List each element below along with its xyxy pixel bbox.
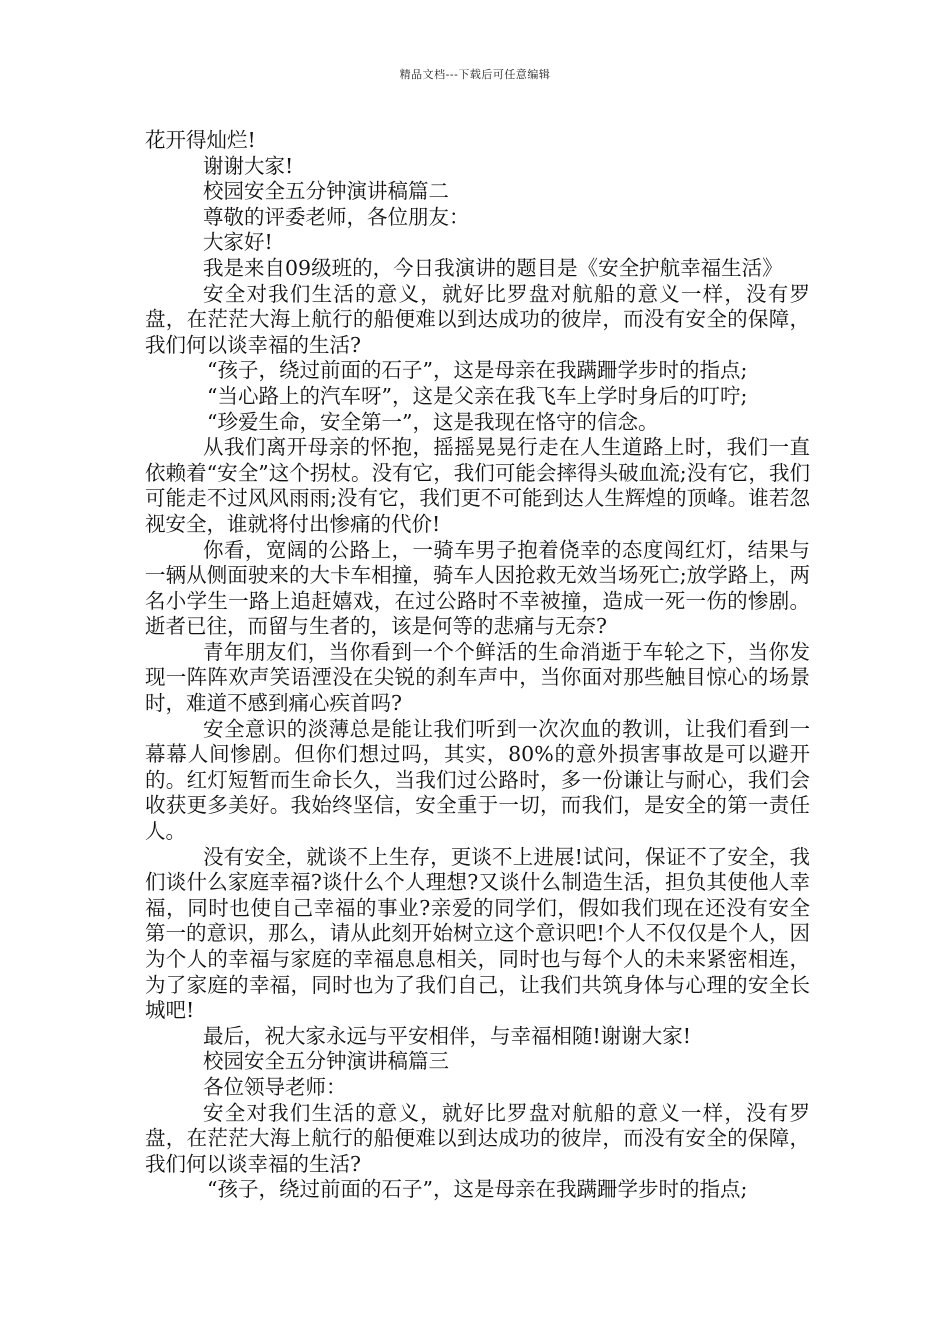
section-heading: 校园安全五分钟演讲稿篇三 [203, 1049, 449, 1074]
quote-line: “孩子，绕过前面的石子”，这是母亲在我蹒跚学步时的指点; [207, 1177, 748, 1202]
paragraph: 谢谢大家! [203, 153, 294, 178]
paragraph: 没有安全，就谈不上生存，更谈不上进展!试问，保证不了安全，我们谈什么家庭幸福?谈什么个人理想?又谈什么制造生活，担负其使他人幸福，同时也使自己幸福的事业?亲爱的同学们，假如我们现在还没有安全第一的意识，那么，请从此刻开始树立这个意识吧!个人不仅仅是个人，因为个人的幸福与家庭的幸福息息相关，同时也与每个人的未来紧密相连，为了家庭的幸福，同时也为了我们自己，让我们共筑身体与心理的安全长城吧! [145, 844, 810, 1023]
paragraph: 花开得灿烂! [145, 128, 256, 152]
paragraph: 安全对我们生活的意义，就好比罗盘对航船的意义一样，没有罗盘，在茫茫大海上航行的船便难以到达成功的彼岸，而没有安全的保障，我们何以谈幸福的生活? [145, 281, 810, 357]
paragraph: 青年朋友们，当你看到一个个鲜活的生命消逝于车轮之下，当你发现一阵阵欢声笑语湮没在尖锐的刹车声中，当你面对那些触目惊心的场景时，难道不感到痛心疾首吗? [145, 639, 810, 716]
quote-line: “珍爱生命，安全第一”，这是我现在恪守的信念。 [207, 409, 659, 434]
quote-line: “当心路上的汽车呀”，这是父亲在我飞车上学时身后的叮咛; [207, 383, 748, 408]
quote-line: “孩子，绕过前面的石子”，这是母亲在我蹒跚学步时的指点; [207, 358, 748, 383]
greeting: 大家好! [203, 230, 273, 255]
page-header: 精品文档---下载后可任意编辑 [399, 68, 551, 81]
paragraph: 我是来自09级班的，今日我演讲的题目是《安全护航幸福生活》 [203, 255, 783, 280]
salutation: 各位领导老师： [203, 1074, 347, 1099]
section-heading: 校园安全五分钟演讲稿篇二 [203, 179, 449, 204]
paragraph: 最后，祝大家永远与平安相伴，与幸福相随!谢谢大家! [203, 1023, 691, 1048]
salutation: 尊敬的评委老师，各位朋友： [203, 204, 470, 229]
document-body [145, 128, 810, 1203]
paragraph: 安全对我们生活的意义，就好比罗盘对航船的意义一样，没有罗盘，在茫茫大海上航行的船便难以到达成功的彼岸，而没有安全的保障，我们何以谈幸福的生活? [145, 1100, 810, 1176]
paragraph: 从我们离开母亲的怀抱，摇摇晃晃行走在人生道路上时，我们一直依赖着“安全”这个拐杖。没有它，我们可能会摔得头破血流;没有它，我们可能走不过风风雨雨;没有它，我们更不可能到达人生辉煌的顶峰。谁若忽视安全，谁就将付出惨痛的代价! [145, 435, 810, 536]
paragraph: 安全意识的淡薄总是能让我们听到一次次血的教训，让我们看到一幕幕人间惨剧。但你们想过吗，其实，80%的意外损害事故是可以避开的。红灯短暂而生命长久，当我们过公路时，多一份谦让与耐心，我们会收获更多美好。我始终坚信，安全重于一切，而我们，是安全的第一责任人。 [145, 716, 810, 844]
paragraph: 你看，宽阔的公路上，一骑车男子抱着侥幸的态度闯红灯，结果与一辆从侧面驶来的大卡车相撞，骑车人因抢救无效当场死亡;放学路上，两名小学生一路上追赶嬉戏，在过公路时不幸被撞，造成一死一伤的惨剧。逝者已往，而留与生者的，该是何等的悲痛与无奈? [145, 537, 810, 639]
